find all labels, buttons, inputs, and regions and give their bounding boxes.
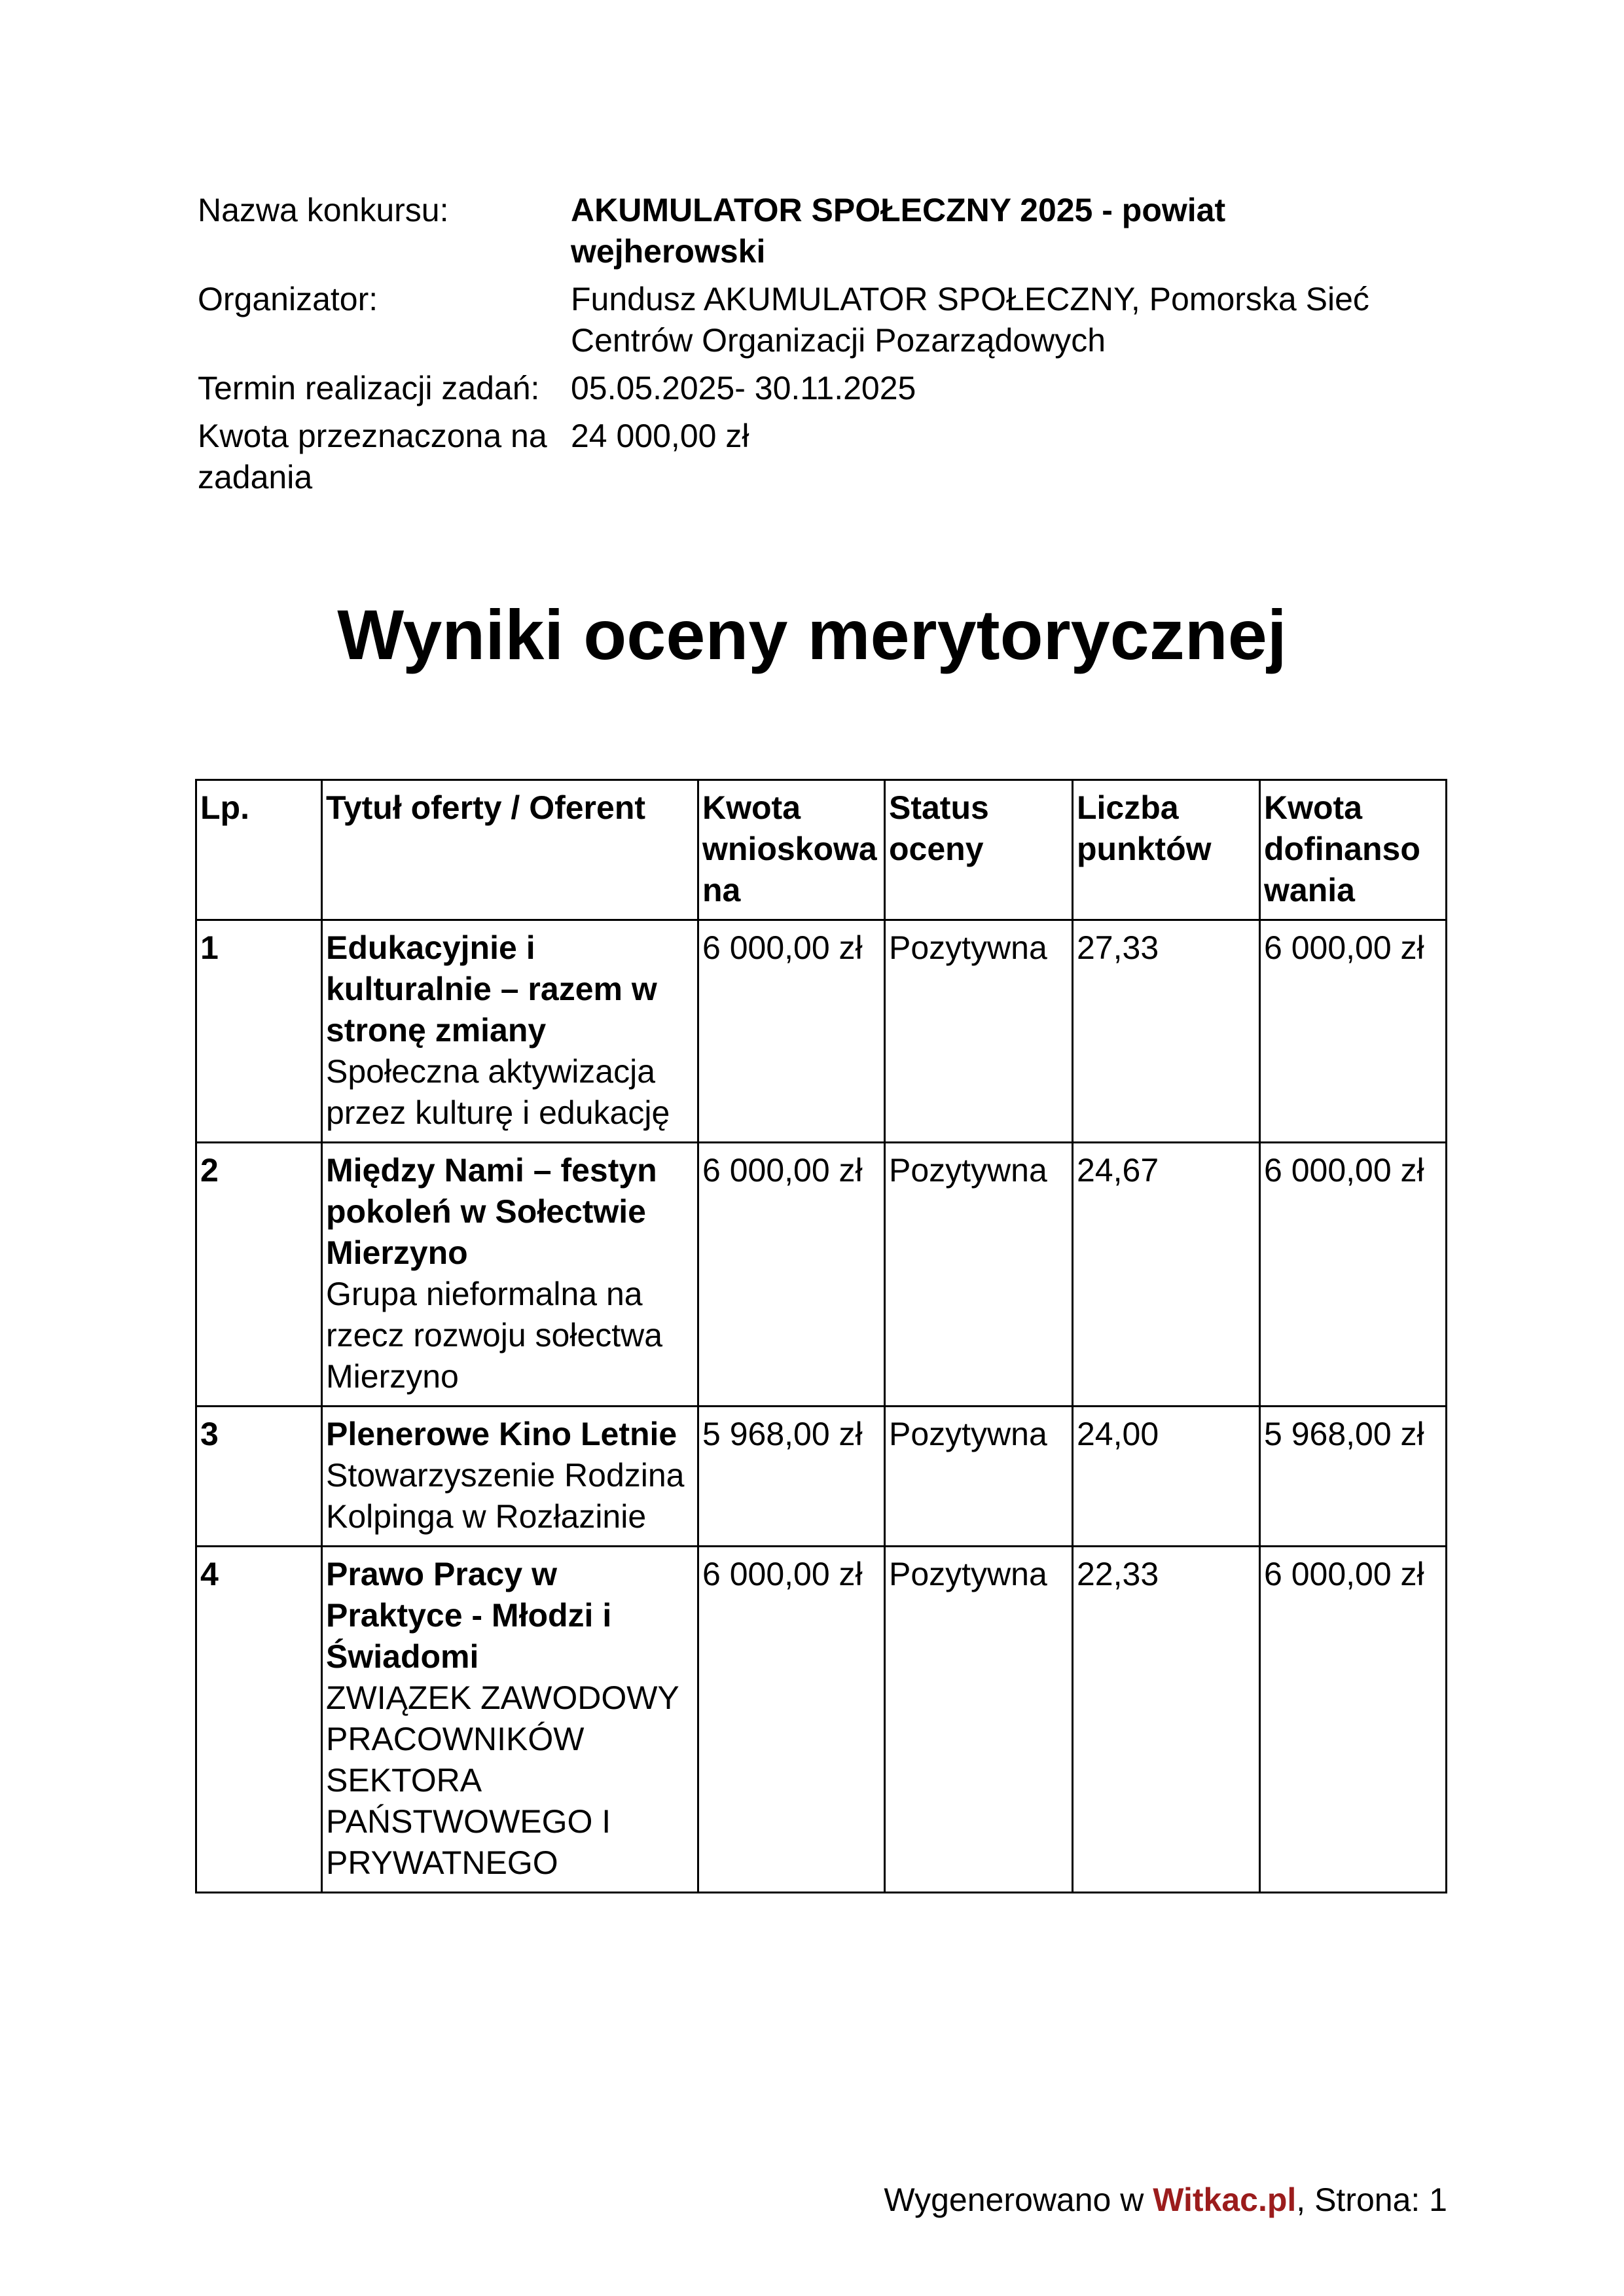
- evaluation-status: Pozytywna: [885, 920, 1073, 1143]
- offer-title: Między Nami – festyn pokoleń w Sołectwie Mierzyno: [326, 1152, 657, 1271]
- granted-amount: 6 000,00 zł: [1260, 920, 1447, 1143]
- points: 24,00: [1073, 1407, 1260, 1547]
- footer-page-number: , Strona: 1: [1296, 2181, 1447, 2218]
- table-row: [196, 1547, 1447, 1893]
- info-row-organizer: [198, 279, 1428, 368]
- row-number: 1: [196, 920, 322, 1143]
- info-label: Termin realizacji zadań:: [198, 370, 540, 406]
- evaluation-status: Pozytywna: [885, 1143, 1073, 1407]
- info-label: Kwota przeznaczona na zadania: [198, 418, 547, 495]
- row-number: 4: [196, 1547, 322, 1893]
- evaluation-status: Pozytywna: [885, 1547, 1073, 1893]
- page-footer: [884, 2179, 1447, 2221]
- info-label: Nazwa konkursu:: [198, 192, 449, 228]
- info-label: Organizator:: [198, 281, 378, 317]
- row-number: 2: [196, 1143, 322, 1407]
- deadline-value: 05.05.2025- 30.11.2025: [571, 370, 916, 406]
- offer-title: Edukacyjnie i kulturalnie – razem w stronę zmiany: [326, 929, 657, 1049]
- results-table: [195, 779, 1447, 1893]
- contest-name: AKUMULATOR SPOŁECZNY 2025 - powiat wejherowski: [571, 192, 1226, 270]
- footer-prefix: Wygenerowano w: [884, 2181, 1153, 2218]
- budget-value: 24 000,00 zł: [571, 418, 749, 454]
- column-header-points: Liczba punktów: [1073, 780, 1260, 920]
- offer-applicant: Stowarzyszenie Rodzina Kolpinga w Rozłazinie: [326, 1457, 685, 1535]
- offer-applicant: Społeczna aktywizacja przez kulturę i edukację: [326, 1053, 670, 1131]
- page-title: Wyniki oceny merytorycznej: [337, 595, 1287, 674]
- table-header-row: [196, 780, 1447, 920]
- info-row-contest-name: [198, 190, 1428, 279]
- table-row: [196, 1143, 1447, 1407]
- offer-cell: [322, 920, 698, 1143]
- requested-amount: 5 968,00 zł: [698, 1407, 885, 1547]
- info-row-deadline: [198, 368, 1428, 416]
- organizer-value: Fundusz AKUMULATOR SPOŁECZNY, Pomorska Sieć Centrów Organizacji Pozarządowych: [571, 281, 1369, 359]
- offer-title: Plenerowe Kino Letnie: [326, 1416, 677, 1452]
- points: 24,67: [1073, 1143, 1260, 1407]
- table-row: [196, 1407, 1447, 1547]
- offer-applicant: Grupa nieformalna na rzecz rozwoju sołectwa Mierzyno: [326, 1276, 663, 1395]
- row-number: 3: [196, 1407, 322, 1547]
- granted-amount: 5 968,00 zł: [1260, 1407, 1447, 1547]
- offer-cell: [322, 1547, 698, 1893]
- contest-info: [198, 190, 1428, 505]
- points: 22,33: [1073, 1547, 1260, 1893]
- info-row-budget: [198, 416, 1428, 505]
- column-header-lp: Lp.: [196, 780, 322, 920]
- points: 27,33: [1073, 920, 1260, 1143]
- column-header-requested: Kwota wnioskowana: [698, 780, 885, 920]
- requested-amount: 6 000,00 zł: [698, 920, 885, 1143]
- offer-cell: [322, 1407, 698, 1547]
- column-header-status: Status oceny: [885, 780, 1073, 920]
- offer-cell: [322, 1143, 698, 1407]
- table-row: [196, 920, 1447, 1143]
- offer-applicant: ZWIĄZEK ZAWODOWY PRACOWNIKÓW SEKTORA PAŃSTWOWEGO I PRYWATNEGO: [326, 1679, 679, 1881]
- granted-amount: 6 000,00 zł: [1260, 1143, 1447, 1407]
- requested-amount: 6 000,00 zł: [698, 1547, 885, 1893]
- evaluation-status: Pozytywna: [885, 1407, 1073, 1547]
- column-header-granted: Kwota dofinansowania: [1260, 780, 1447, 920]
- requested-amount: 6 000,00 zł: [698, 1143, 885, 1407]
- granted-amount: 6 000,00 zł: [1260, 1547, 1447, 1893]
- column-header-title: Tytuł oferty / Oferent: [322, 780, 698, 920]
- offer-title: Prawo Pracy w Praktyce - Młodzi i Świadomi: [326, 1556, 612, 1675]
- witkac-link[interactable]: Witkac.pl: [1153, 2181, 1297, 2218]
